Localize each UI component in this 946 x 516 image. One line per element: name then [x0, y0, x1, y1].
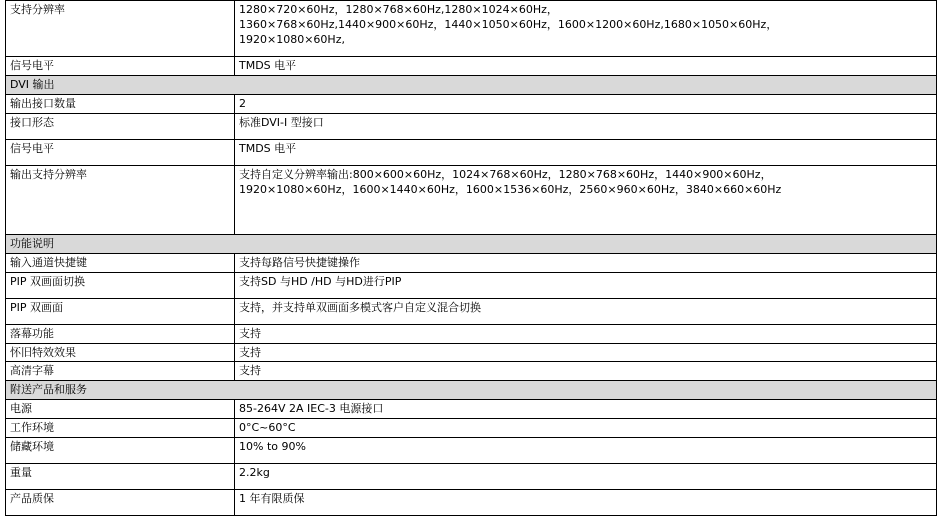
row-label: 输入通道快捷键: [6, 254, 235, 273]
row-value: 支持SD 与HD /HD 与HD进行PIP: [235, 273, 937, 299]
section-header-row: [6, 76, 937, 95]
row-value: TMDS 电平: [235, 57, 937, 76]
row-label: 产品质保: [6, 490, 235, 516]
row-label: 电源: [6, 400, 235, 419]
table-row: [6, 490, 937, 516]
table-row: [6, 438, 937, 464]
row-label: PIP 双画面: [6, 299, 235, 325]
table-row: [6, 114, 937, 140]
row-label: 接口形态: [6, 114, 235, 140]
table-row: [6, 95, 937, 114]
row-value: 85-264V 2A IEC-3 电源接口: [235, 400, 937, 419]
section-header-row: [6, 381, 937, 400]
row-label: 储藏环境: [6, 438, 235, 464]
spec-table: [5, 0, 937, 516]
table-row: [6, 273, 937, 299]
table-row: [6, 325, 937, 344]
table-row: [6, 344, 937, 362]
table-row: [6, 419, 937, 438]
row-label: 输出接口数量: [6, 95, 235, 114]
row-label: 高清字幕: [6, 362, 235, 381]
row-value: 支持: [235, 344, 937, 362]
table-row: [6, 166, 937, 235]
row-label: 支持分辨率: [6, 1, 235, 57]
table-row: [6, 400, 937, 419]
table-row: [6, 57, 937, 76]
section-header-row: [6, 235, 937, 254]
row-value: 支持每路信号快捷键操作: [235, 254, 937, 273]
row-label: 重量: [6, 464, 235, 490]
row-label: 工作环境: [6, 419, 235, 438]
row-value: 2.2kg: [235, 464, 937, 490]
table-row: [6, 254, 937, 273]
section-title: 功能说明: [6, 235, 937, 254]
row-value: 支持自定义分辨率输出:800×600×60Hz，1024×768×60Hz，1280×768×60Hz，1440×900×60Hz， 1920×1080×60Hz，1600×1440×60Hz，1600×1536×60Hz，2560×960×60Hz，3840×660×60Hz: [235, 166, 937, 235]
table-row: [6, 464, 937, 490]
table-row: [6, 1, 937, 57]
table-row: [6, 299, 937, 325]
row-label: 怀旧特效效果: [6, 344, 235, 362]
table-row: [6, 140, 937, 166]
row-value: 0°C~60°C: [235, 419, 937, 438]
section-title: DVI 输出: [6, 76, 937, 95]
row-value: 10% to 90%: [235, 438, 937, 464]
row-value: 支持，并支持单双画面多模式客户自定义混合切换: [235, 299, 937, 325]
row-label: 信号电平: [6, 140, 235, 166]
row-value: 1 年有限质保: [235, 490, 937, 516]
row-label: 落幕功能: [6, 325, 235, 344]
row-value: 支持: [235, 362, 937, 381]
row-value: TMDS 电平: [235, 140, 937, 166]
row-label: 输出支持分辨率: [6, 166, 235, 235]
row-value: 2: [235, 95, 937, 114]
table-row: [6, 362, 937, 381]
row-value: 标准DVI-I 型接口: [235, 114, 937, 140]
section-title: 附送产品和服务: [6, 381, 937, 400]
row-value: 1280×720×60Hz，1280×768×60Hz,1280×1024×60Hz， 1360×768×60Hz,1440×900×60Hz，1440×1050×60Hz，1600×1200×60Hz,1680×1050×60Hz， 1920×1080×60Hz,: [235, 1, 937, 57]
row-label: PIP 双画面切换: [6, 273, 235, 299]
row-label: 信号电平: [6, 57, 235, 76]
row-value: 支持: [235, 325, 937, 344]
